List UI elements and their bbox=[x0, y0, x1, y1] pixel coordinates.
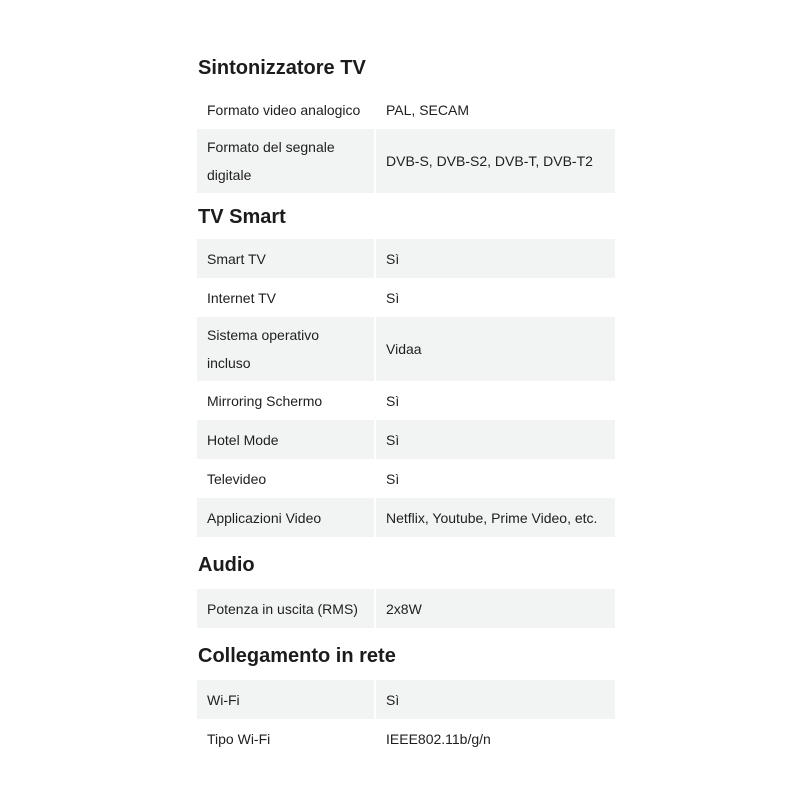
spec-value: IEEE802.11b/g/n bbox=[376, 719, 615, 758]
spec-value: Sì bbox=[376, 459, 615, 498]
spec-table-audio bbox=[197, 589, 615, 628]
table-row bbox=[197, 680, 615, 719]
spec-value: Sì bbox=[376, 239, 615, 278]
spec-table-tuner bbox=[197, 90, 615, 193]
table-row bbox=[197, 459, 615, 498]
section-title-network: Collegamento in rete bbox=[198, 645, 396, 667]
table-row bbox=[197, 129, 615, 193]
spec-key: Formato del segnale digitale bbox=[197, 129, 376, 193]
spec-value: DVB-S, DVB-S2, DVB-T, DVB-T2 bbox=[376, 129, 615, 193]
spec-key: Mirroring Schermo bbox=[197, 381, 376, 420]
table-row bbox=[197, 498, 615, 537]
spec-value: Netflix, Youtube, Prime Video, etc. bbox=[376, 498, 615, 537]
section-title-tuner: Sintonizzatore TV bbox=[198, 57, 366, 79]
section-title-audio: Audio bbox=[198, 554, 255, 576]
table-row bbox=[197, 719, 615, 758]
table-row bbox=[197, 90, 615, 129]
spec-key: Sistema operativo incluso bbox=[197, 317, 376, 381]
spec-table-network bbox=[197, 680, 615, 758]
spec-key: Hotel Mode bbox=[197, 420, 376, 459]
spec-value: Vidaa bbox=[376, 317, 615, 381]
spec-value: Sì bbox=[376, 680, 615, 719]
spec-key: Internet TV bbox=[197, 278, 376, 317]
spec-table-smart-tv bbox=[197, 239, 615, 537]
spec-value: Sì bbox=[376, 278, 615, 317]
table-row bbox=[197, 589, 615, 628]
spec-key: Tipo Wi-Fi bbox=[197, 719, 376, 758]
table-row bbox=[197, 239, 615, 278]
table-row bbox=[197, 278, 615, 317]
spec-key: Wi-Fi bbox=[197, 680, 376, 719]
spec-sheet bbox=[197, 50, 615, 758]
spec-key: Potenza in uscita (RMS) bbox=[197, 589, 376, 628]
spec-key: Televideo bbox=[197, 459, 376, 498]
table-row bbox=[197, 420, 615, 459]
spec-value: Sì bbox=[376, 381, 615, 420]
spec-key: Formato video analogico bbox=[197, 90, 376, 129]
spec-key: Smart TV bbox=[197, 239, 376, 278]
table-row bbox=[197, 381, 615, 420]
table-row bbox=[197, 317, 615, 381]
section-title-smart-tv: TV Smart bbox=[198, 206, 286, 228]
spec-value: Sì bbox=[376, 420, 615, 459]
spec-value: 2x8W bbox=[376, 589, 615, 628]
spec-key: Applicazioni Video bbox=[197, 498, 376, 537]
spec-value: PAL, SECAM bbox=[376, 90, 615, 129]
